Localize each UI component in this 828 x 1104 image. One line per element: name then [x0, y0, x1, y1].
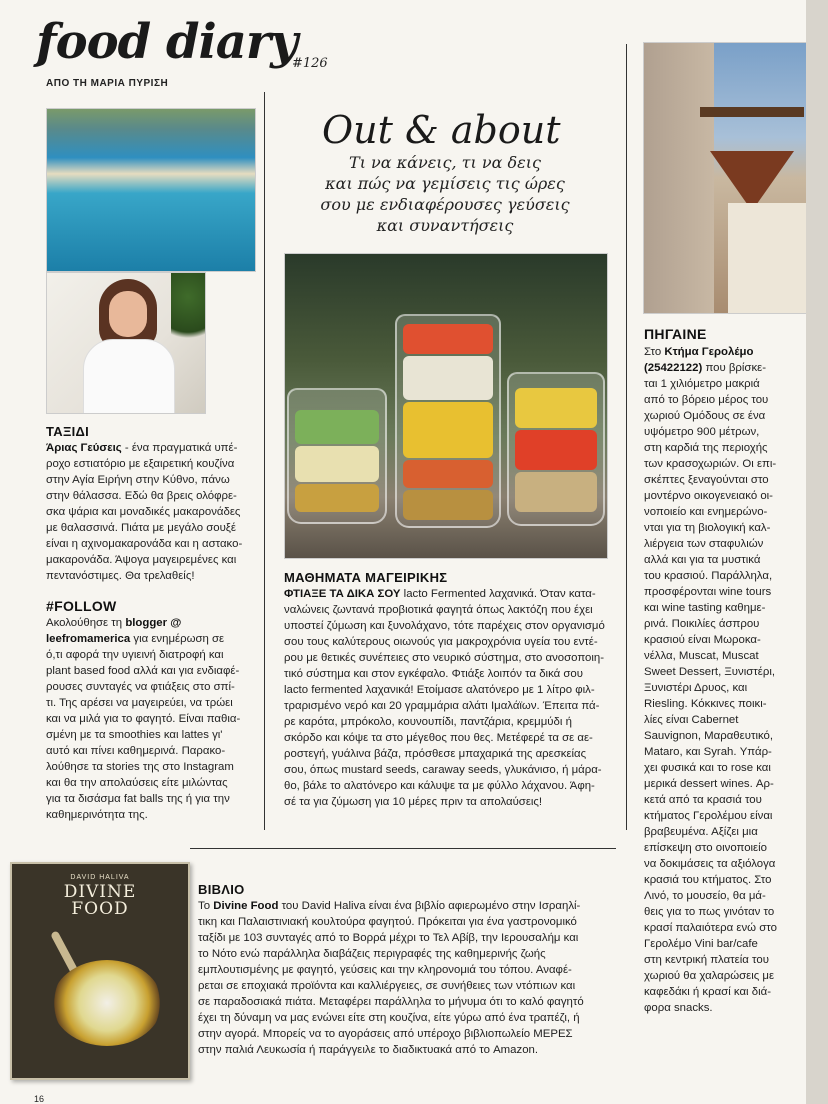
going-line: νται για τη βιολογική καλ- — [644, 522, 771, 534]
follow-line: λούθησε τα stories της στο Instagram — [46, 761, 234, 773]
going-line: χει φυσικά και το rose και — [644, 762, 771, 774]
fermented-jars-photo — [284, 253, 608, 559]
going-line: κρασιά του κτήματος. Στο — [644, 874, 772, 886]
going-line: υψόμετρο 900 μέτρων, — [644, 426, 760, 438]
going-line: Στο Κτήμα Γερολέμο — [644, 346, 754, 358]
going-line: κρασί παλαιότερα ενώ στο — [644, 922, 777, 934]
going-line: επίσκεψη στο οινοποιείο — [644, 842, 767, 854]
follow-line: καθημερινότητα της. — [46, 809, 148, 821]
winery-phone: (25422122) — [644, 362, 703, 374]
jar-left — [287, 388, 387, 524]
going-line: αλλά και για τα μυστικά — [644, 554, 761, 566]
travel-line: ροχο εστιατόριο με εξαιρετική κουζίνα — [46, 458, 235, 470]
book-text — [198, 898, 624, 1058]
going-line: προσφέρονται wine tours — [644, 586, 772, 598]
book-line: έχει τη δύναμη να μας ενώνει είτε στη κουζίνα, είτε γύρω από ένα τραπέζι, ή — [198, 1012, 580, 1024]
cooking-line: τικό σύστημα και στον εγκέφαλο. Φτιάξε λοιπόν τα δικά σου — [284, 668, 583, 680]
going-line: κρασιού είναι Μωροκα- — [644, 634, 761, 646]
travel-line: σκα ψάρια και μοναδικές μακαρονάδες — [46, 506, 241, 518]
veg-seeds — [403, 490, 493, 520]
going-line: Λινό, το μουσείο, θα μά- — [644, 890, 766, 902]
cooking-line: σέ τα για ζύμωση για 10 μέρες πριν τα απολαύσεις! — [284, 796, 543, 808]
follow-line: αυτό και πίνει καθημερινά. Παρακο- — [46, 745, 226, 757]
going-text — [644, 344, 806, 1016]
going-line: μερικά dessert wines. Αρ- — [644, 778, 774, 790]
going-line: λίες είναι Cabernet — [644, 714, 739, 726]
cooking-line: σκόρδο και κόψε τα στο μέγεθος που θες. Μετέφερέ τα σε αε- — [284, 732, 593, 744]
going-line: στη κεντρική πλατεία του — [644, 954, 769, 966]
cooking-line: ρε καρότα, μπρόκολο, κουνουπίδι, παντζάρια, κρεμμύδι ή — [284, 716, 572, 728]
cooking-line: τραρισμένο νερό και 20 γραμμάρια αλάτι Ιμαλάϊων. Έπειτα πά- — [284, 700, 600, 712]
byline: ΑΠΟ ΤΗ ΜΑΡΙΑ ΠΥΡΙΣΗ — [46, 78, 169, 89]
follow-line: και θα την απολαύσεις είτε μιλώντας — [46, 777, 228, 789]
going-line: σκέπτες ξεναγούνται στο — [644, 474, 769, 486]
travel-text — [46, 440, 260, 584]
jar-right — [507, 372, 605, 526]
book-title: Divine Food — [213, 900, 279, 912]
photo-plant — [171, 273, 205, 353]
intro-line: και συναντήσεις — [376, 216, 514, 235]
going-line: Mataro, και Syrah. Υπάρ- — [644, 746, 772, 758]
going-line: ται 1 χιλιόμετρο μακριά — [644, 378, 760, 390]
intro-line: Τι να κάνεις, τι να δεις — [349, 153, 541, 172]
going-line: ρινά. Ποικιλίες άσπρου — [644, 618, 760, 630]
travel-line: μακαρονάδα. Άψογα μαγειρεμένες και — [46, 554, 237, 566]
going-line: Riesling. Κόκκινες ποικι- — [644, 698, 767, 710]
follow-line: τι. Της αρέσει να μαγειρεύει, να τρώει — [46, 697, 233, 709]
book-cover-title: DIVINE FOOD — [63, 882, 137, 919]
winery-name: Κτήμα Γερολέμο — [664, 346, 754, 358]
travel-line: Άριας Γεύσεις - ένα πραγματικά υπέ- — [46, 442, 238, 454]
book-line: ρεται σε εποχιακά προϊόντα και καλλιέργειες, σε συνήθειες των ντόπιων και — [198, 980, 576, 992]
veg-spice — [295, 484, 379, 512]
going-line: από το βόρειο μέρος του — [644, 394, 769, 406]
book-cover-dish — [52, 960, 162, 1046]
intro-line: σου με ενδιαφέρουσες γεύσεις — [320, 195, 570, 214]
going-line: Sauvignon, Μαραθευτικό, — [644, 730, 774, 742]
follow-line: Ακολούθησε τη blogger @ — [46, 617, 182, 629]
going-line: Ξυνιστέρι Δρυος, και — [644, 682, 748, 694]
going-line: φορα snacks. — [644, 1002, 713, 1014]
going-line: κτήματος Γερολέμου είναι — [644, 810, 773, 822]
cooking-lead: ΦΤΙΑΞΕ ΤΑ ΔΙΚΑ ΣΟΥ — [284, 588, 401, 600]
jar-center — [395, 314, 501, 528]
veg-yellow — [515, 388, 597, 428]
book-line: τικη και Παλαιστινιακή κουλτούρα φαγητού. Πρόκειται για ένα γαστρονομικό — [198, 916, 577, 928]
going-line: θεις για το πως γινόταν το — [644, 906, 775, 918]
blogger-handle: leefromamerica — [46, 633, 131, 645]
going-heading: ΠΗΓΑΙΝΕ — [644, 326, 707, 342]
going-line: και wine tasting καθημε- — [644, 602, 766, 614]
column-title: food diary — [36, 14, 298, 70]
cooking-line: σου τους καλύτερους οιωνούς για μακροχρόνια υγεία του εντέ- — [284, 636, 598, 648]
issue-number: #126 — [292, 56, 328, 71]
book-line: εμπλουτισμένης με φαγητό, γεύσεις και την κληρονομιά του τόπου. Αναφέ- — [198, 964, 572, 976]
follow-line: leefromamerica για ενημέρωση σε — [46, 633, 225, 645]
going-line: λιέργεια των σταφυλιών — [644, 538, 764, 550]
photo-winery-sign — [710, 151, 794, 211]
photo-stone-wall — [644, 43, 714, 313]
column-divider-left — [264, 92, 265, 830]
veg-carrot — [403, 460, 493, 488]
going-line: νοποιείο και ενημερώνο- — [644, 506, 768, 518]
veg-pepper — [403, 324, 493, 354]
village-sign-photo — [643, 42, 809, 314]
book-line: ταξίδι με 103 συνταγές από το Βορρά μέχρι το Τελ Αβίβ, την Ιερουσαλήμ και — [198, 932, 579, 944]
feature-intro — [284, 152, 606, 236]
going-line: μοντέρνο οικογενειακό οι- — [644, 490, 773, 502]
veg-onion — [295, 446, 379, 482]
cooking-heading: ΜΑΘΗΜΑΤΑ ΜΑΓΕΙΡΙΚΗΣ — [284, 570, 448, 585]
veg-mix — [515, 472, 597, 512]
book-cover-author: DAVID HALIVA — [70, 874, 130, 881]
going-line: να δοκιμάσεις τα αξιόλογα — [644, 858, 776, 870]
column-divider-right — [626, 44, 627, 830]
book-line: το Νότο ενώ παράλληλα διαβάζεις περιγραφές της καθημερινής ζωής — [198, 948, 546, 960]
feature-title: Out & about — [322, 108, 561, 152]
follow-line: και να μιλά για το φαγητό. Είναι παθια- — [46, 713, 241, 725]
going-line: Γερολέμο Vini bar/cafe — [644, 938, 758, 950]
cooking-line: ρου με θετικές συνέπειες στο νευρικό σύστημα, στο ανοσοποιη- — [284, 652, 605, 664]
going-line: καφεδάκι ή κρασί και διά- — [644, 986, 771, 998]
going-line: στη καρδιά της περιοχής — [644, 442, 768, 454]
cooking-text — [284, 586, 620, 810]
veg-cauliflower — [403, 356, 493, 400]
photo-shirt — [83, 339, 175, 414]
travel-line: στην Αγία Ειρήνη στην Κύθνο, πάνω — [46, 474, 230, 486]
cooking-line: θο, βάλε το αλατόνερο και κάλυψε τα με φύλλο λάχανου. Άφη- — [284, 780, 595, 792]
travel-line: στην θάλασσα. Εδώ θα βρεις ολόφρε- — [46, 490, 237, 502]
follow-line: ό,τι αφορά την υγιεινή διατροφή και — [46, 649, 224, 661]
book-heading: ΒΙΒΛΙΟ — [198, 882, 245, 897]
intro-line: και πώς να γεμίσεις τις ώρες — [325, 174, 565, 193]
follow-heading: #FOLLOW — [46, 598, 117, 614]
book-line: στην αγορά. Μπορείς να το αγοράσεις από υπέροχο βιβλιοπωλείο ΜΕΡΕΣ — [198, 1028, 573, 1040]
travel-line: πεντανόστιμες. Θα τρελαθείς! — [46, 570, 195, 582]
travel-line: με θαλασσινά. Πιάτα με μεγάλο σουξέ — [46, 522, 236, 534]
cooking-line: ΦΤΙΑΞΕ ΤΑ ΔΙΚΑ ΣΟΥ lacto Fermented λαχανικά. Όταν κατα- — [284, 588, 596, 600]
travel-lead: Άριας Γεύσεις — [46, 442, 122, 454]
page-number: 16 — [34, 1094, 45, 1104]
going-line: των κρασοχωριών. Οι επι- — [644, 458, 777, 470]
follow-line: plant based food αλλά και για ενδιαφέ- — [46, 665, 240, 677]
section-divider — [190, 848, 616, 849]
follow-text — [46, 615, 260, 823]
going-line: (25422122) που βρίσκε- — [644, 362, 767, 374]
cooking-line: ναλώνεις ζωντανά προβιοτικά φαγητά όπως λακτόζη που έχει — [284, 604, 593, 616]
follow-line: σμένη με τα smoothies και lattes γι' — [46, 729, 223, 741]
going-line: βραβευμένα. Αξίζει μια — [644, 826, 758, 838]
blogger-photo — [46, 272, 206, 414]
magazine-spine — [806, 0, 828, 1104]
photo-sign-beam — [700, 107, 804, 117]
cooking-line: ροστεγή, γυάλινα βάζα, πρόσθεσε μπαχαρικά της αρεσκείας — [284, 748, 587, 760]
travel-heading: ΤΑΞΙΔΙ — [46, 424, 90, 439]
veg-yellow-pepper — [403, 402, 493, 458]
veg-red — [515, 430, 597, 470]
book-line: σε παραδοσιακά πιάτα. Μεταφέρει παράλληλα το μήνυμα ότι το καλό φαγητό — [198, 996, 584, 1008]
going-line: χωριού θα χαλαρώσεις με — [644, 970, 775, 982]
going-line: κετά από τα κρασιά του — [644, 794, 762, 806]
book-line: Το Divine Food του David Haliva είναι ένα βιβλίο αφιερωμένο στην Ισραηλί- — [198, 900, 581, 912]
cooking-line: lacto fermented λαχανικά! Ετοίμασε αλατόνερο με 1 λίτρο φιλ- — [284, 684, 595, 696]
cooking-line: σου, όπως mustard seeds, caraway seeds, γλυκάνισο, ή μάρα- — [284, 764, 602, 776]
photo-house — [728, 203, 808, 313]
book-cover — [10, 862, 190, 1080]
cooking-line: υποστεί ζύμωση και ξυνολάχανο, τότε παρέχεις στον οργανισμό — [284, 620, 605, 632]
travel-line: είναι η αχινομακαρονάδα και η αστακο- — [46, 538, 243, 550]
kythnos-sea-photo — [46, 108, 256, 272]
going-line: του κρασιού. Παράλληλα, — [644, 570, 773, 582]
veg-zucchini — [295, 410, 379, 444]
book-line: στην παλιά Λευκωσία ή παράγγειλε το διαδικτυακά από το Amazon. — [198, 1044, 539, 1056]
going-line: νέλλα, Muscat, Muscat — [644, 650, 759, 662]
photo-face — [109, 291, 147, 337]
going-line: χωριού Ομόδους σε ένα — [644, 410, 766, 422]
follow-line: για τα δισάσμα fat balls της ή για την — [46, 793, 230, 805]
going-line: Sweet Dessert, Ξυνιστέρι, — [644, 666, 776, 678]
follow-line: ρουσες συνταγές να φτιάξεις στο σπί- — [46, 681, 235, 693]
